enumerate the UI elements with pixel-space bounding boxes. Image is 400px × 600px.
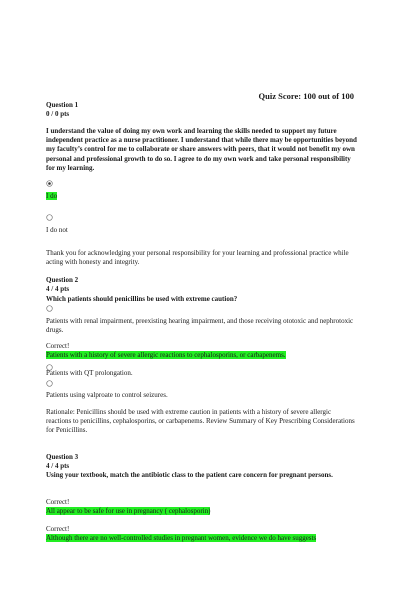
question-2-correct-label: Correct!	[46, 342, 70, 350]
option-i-do-not: I do not	[46, 226, 68, 234]
question-3-title: Question 3	[46, 453, 79, 461]
question-2-option-3: Patients with QT prolongation.	[46, 369, 133, 377]
question-2-rationale: Rationale: Penicillins should be used with extreme caution in patients with a history of severe allergic reactions to penicillins, cephalosporins, or carbapenems. Review Summary of Key Prescribing Considerations for Penicillins.	[46, 408, 355, 435]
question-2-option-4: Patients using valproate to control seizures.	[46, 391, 168, 399]
question-3-answer-1: All appear to be safe for use in pregnancy ( cephalosporin)	[46, 507, 211, 515]
question-3-correct-label-1: Correct!	[46, 498, 70, 506]
radio-empty-icon	[46, 380, 53, 387]
question-1-prompt: I understand the value of doing my own work and learning the skills needed to support my future independent practice as a nurse practitioner. I understand that while there may be opportunities beyond my faculty’s control for me to collaborate or share answers with peers, that it would not benefit my own personal and professional growth to do so. I agree to do my own work and take personal responsibility for my learning.	[46, 127, 357, 172]
question-2-title: Question 2	[46, 276, 79, 284]
radio-empty-icon	[46, 214, 53, 221]
question-3-answer-2: Although there are no well-controlled studies in pregnant women, evidence we do have suggests	[46, 534, 317, 542]
radio-q2-option-1[interactable]	[46, 305, 53, 312]
question-2-prompt: Which patients should penicillins be used with extreme caution?	[46, 295, 238, 303]
radio-empty-icon	[46, 305, 53, 312]
question-3-correct-label-2: Correct!	[46, 525, 70, 533]
question-3-points: 4 / 4 pts	[46, 462, 70, 470]
option-i-do: I do	[46, 192, 58, 200]
question-1-feedback: Thank you for acknowledging your personal responsibility for your learning and professional practice while acting with honesty and integrity.	[46, 249, 349, 267]
question-2-option-1: Patients with renal impairment, preexisting hearing impairment, and those receiving ototoxic and nephrotoxic drugs.	[46, 317, 354, 335]
quiz-score: Quiz Score: 100 out of 100	[258, 91, 354, 101]
radio-q2-option-4[interactable]	[46, 380, 53, 387]
question-1-title: Question 1	[46, 101, 79, 109]
question-3-prompt: Using your textbook, match the antibiotic class to the patient care concern for pregnant persons.	[46, 471, 333, 479]
radio-i-do[interactable]	[46, 180, 53, 187]
question-1-points: 0 / 0 pts	[46, 110, 70, 118]
radio-checked-icon	[46, 180, 53, 187]
radio-i-do-not[interactable]	[46, 214, 53, 221]
question-2-option-correct: Patients with a history of severe allergic reactions to cephalosporins, or carbapenems.	[46, 351, 286, 359]
question-2-points: 4 / 4 pts	[46, 285, 70, 293]
